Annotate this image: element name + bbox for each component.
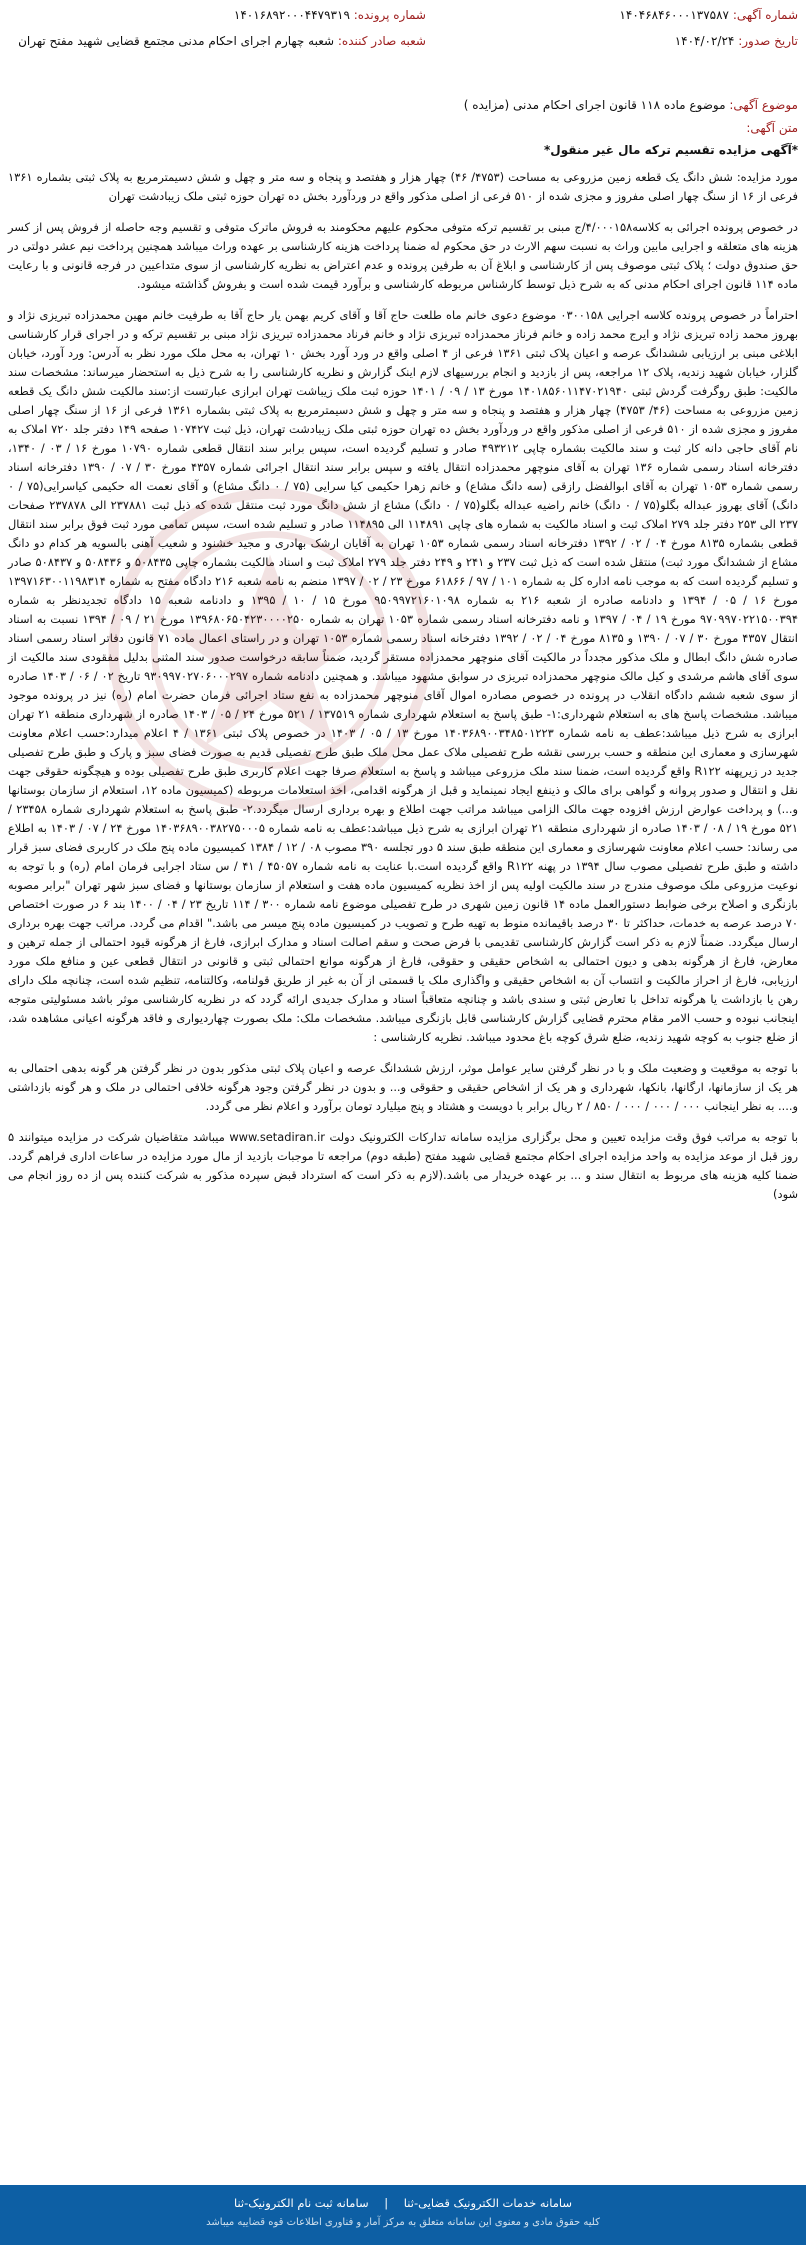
site-footer bbox=[0, 2185, 806, 2245]
issue-date-field: تاریخ صدور: ۱۴۰۴/۰۲/۲۴ bbox=[674, 34, 798, 48]
case-number-field: شماره پرونده: ۱۴۰۱۶۸۹۲۰۰۰۴۴۷۹۳۱۹ bbox=[233, 8, 426, 22]
notice-headline: *آگهی مزایده تقسیم ترکه مال غیر منقول* bbox=[544, 143, 798, 157]
footer-copyright: کلیه حقوق مادی و معنوی این سامانه متعلق به مرکز آمار و فناوری اطلاعات قوه قضاییه میباشد bbox=[206, 2217, 600, 2228]
issuer: شعبه چهارم اجرای احکام مدنی مجتمع قضایی شهید مفتح تهران bbox=[18, 34, 335, 48]
paragraph-valuation: با توجه به موقعیت و وضعیت ملک و با در نظر گرفتن سایر عوامل موثر، ارزش ششدانگ عرصه و اعیان پلاک ثبتی مذکور بدون در نظر گرفتن هر گونه بدهی احتمالی به هر یک از سازمانها، ارگانها، بانکها، شهرداری و هر یک از اشخاص حقیقی و حقوقی و... و بدون در نظر گرفتن وجود هرگونه خلافی احتمالی در ملک و هر گونه بازداشتی و.... به نظر اینجانب ۰۰۰ / ۰۰۰ / ۰۰۰ / ۸۵۰ / ۲ ریال برابر با دویست و هشتاد و پنج میلیارد تومان برآورد و اعلام نظر می گردد. bbox=[8, 1061, 798, 1113]
subject-field: موضوع آگهی: موضوع ماده ۱۱۸ قانون اجرای احکام مدنی (مزایده ) bbox=[463, 98, 798, 112]
paragraph-subject-property: مورد مزایده: شش دانگ یک قطعه زمین مزروعی به مساحت (۴۷۵۳/ ۴۶) چهار هزار و هفتصد و پنجاه و سه متر و چهل و شش دسیمترمربع به پلاک ثبتی بشماره ۱۳۶۱ فرعی از ۱۶ از سنگ چهار اصلی مفروز و مجزی شده از ۵۱۰ فرعی از اصلی مذکور واقع در وردآورد بخش ده تهران حوزه ثبتی ملک زیبادشت تهران bbox=[8, 170, 798, 203]
notice-body bbox=[0, 140, 806, 1204]
footer-link-sana-register[interactable]: سامانه ثبت نام الکترونیک-ثنا bbox=[233, 2196, 369, 2210]
notice-header bbox=[0, 0, 806, 118]
ad-number-field: شماره آگهی: ۱۴۰۴۶۸۴۶۰۰۰۱۳۷۵۸۷ bbox=[619, 8, 798, 22]
subject-value: موضوع ماده ۱۱۸ قانون اجرای احکام مدنی (مزایده ) bbox=[463, 98, 726, 112]
issue-date: ۱۴۰۴/۰۲/۲۴ bbox=[674, 34, 735, 48]
footer-separator: | bbox=[384, 2196, 389, 2210]
paragraph-case-intro: در خصوص پرونده اجرائی به کلاسه۴/۰۰۰۱۵۸/ج مبنی بر تقسیم ترکه متوفی محکوم علیهم محکومند به فروش ماترک متوفی و تقسیم وجه حاصله از فروش پس از کسر هزینه های متعلقه و اجرایی مابین وراث به نسبت سهم الارث در حق محکوم له ضمنا پرداخت هزینه کارشناسی بر عهده وراث میباشد همچنین پرداخت نیم عشر دولتی در حق صندوق دولت ؛ پلاک ثبتی موصوف پس از کارشناسی و ابلاغ آن به طرفین پرونده و عدم اعتراض به نظریه کارشناسی از سوی متداعیین در فرجه قانونی و با رعایت ماده ۱۱۴ قانون اجرای احکام مدنی که به شرح ذیل توسط کارشناس مربوطه کارشناسی و برآورد قیمت شده است و بفروش گذاشته میشود. bbox=[8, 220, 799, 291]
paragraph-expert-report: احتراماً در خصوص پرونده کلاسه اجرایی ۰۳۰۰۱۵۸ موضوع دعوی خانم ماه طلعت حاج آقا و آقای کریم بهمن یار حاج آقا به طرفیت خانم مهین محمدزاده تبریزی نژاد و بهروز محمد زاده تبریزی نژاد و ایرج محمد زاده و خانم فرناز محمدزاده تبریزی نژاد و خانم فرناد محمدزاده تبریزی نژاد مبنی بر تقسیم ترکه و در اجرای قرار کارشناسی ابلاغی مبنی بر ارزیابی ششدانگ عرصه و اعیان پلاک ثبتی ۱۳۶۱ فرعی از ۴ اصلی واقع در ورد آورد بخش ۱۰ تهران، به محل ملک مورد نظر به آدرس: ورد آورد، خیابان گلزار، خیابان شهید زندیه، پلاک ۱۲ مراجعه، پس از بازدید و انجام بررسیهای لازم اینک گزارش و نظریه کارشناسی را به شرح ذیل به استحضار میرساند: مشخصات سند مالکیت: طبق روگرفت گردش ثبتی ۱۴۰۱۸۵۶۰۱۱۴۷۰۲۱۹۴۰ مورخ ۱۳ / ۰۹ / ۱۴۰۱ حوزه ثبت ملک زیباشت تهران ابرازی عبارتست از:سند مالکیت شش دانگ یک قطعه زمین مزروعی به مساحت (۴۶/ ۴۷۵۳) چهار هزار و هفتصد و پنجاه و سه متر و چهل و شش دسیمترمربع به پلاک ثبتی بشماره ۱۳۶۱ فرعی از ۱۶ از سنگ چهار اصلی مفروز و مجزی شده از ۵۱۰ فرعی از اصلی مذکور واقع در وردآورد بخش ده تهران حوزه ثبتی ملک زیبادشت تهران، ذیل ثبت ۱۰۷۴۲۷ صفحه ۱۴۹ دفتر جلد ۷۲۰ املاک به نام آقای حاجی دانه کار ثبت و سند مالکیت بشماره چاپی ۴۹۳۲۱۲ صادر و تسلیم گردیده است، سپس برابر سند انتقال قطعی شماره ۱۰۷۹۰ مورخ ۱۶ / ۰۳ / ۱۳۴۰، دفترخانه اسناد رسمی شماره ۱۳۶ تهران به آقای منوچهر محمدزاده انتقال یافته و سپس برابر سند انتقال اجرائی شماره ۴۳۵۷ مورخ ۳۰ / ۰۷ / ۱۳۹۰ دفترخانه اسناد رسمی شماره ۱۰۵۳ تهران به آقای ابوالفضل رازقی (سه دانگ مشاع) و خانم زهرا حکیمی کیا سرایی (۷۵ / ۰ دانگ مشاع) و آقای نعمت اله حکیمی کیاسرایی(۷۵ / ۰ دانگ) آقای بهروز عبداله بگلو(۷۵ / ۰ دانگ) خانم راضیه عبداله بگلو(۷۵ / ۰ دانگ) مشاع از شش دانگ مورد ثبت منتقل شده که ذیل ثبت ۲۳۷۸۸۱ الی ۲۳۷۸۷۸ صفحات ۲۳۷ الی ۲۵۳ دفتر جلد ۲۷۹ املاک ثبت و اسناد مالکیت به شماره های چاپی ۱۱۴۸۹۱ الی ۱۱۴۸۹۵ صادر و تسلیم شده است، سپس تمامی مورد ثبت فوق برابر سند انتقال قطعی بشماره ۸۱۳۵ مورخ ۰۴ / ۰۲ / ۱۳۹۲ دفترخانه اسناد رسمی شماره ۱۰۵۳ تهران به آقایان ارشک بهادری و مجید خشنود و شعیب آهنی بالسویه هر کدام دو دانگ مشاع از ششدانگ مورد ثبت) منتقل شده است که ذیل ثبت ۲۳۷ و ۲۴۱ و ۲۴۹ دفتر جلد ۲۷۹ املاک ثبت و اسناد مالکیت بشماره چاپی ۵۰۸۴۳۵ و ۵۰۸۴۳۶ و ۵۰۸۴۳۷ صادر و تسلیم گردیده است که به موجب نامه اداره کل به شماره ۱۰۱ / ۹۷ / ۶۱۸۶۶ مورخ ۲۳ / ۰۲ / ۱۳۹۷ منضم به نامه شعبه ۲۱۶ دادگاه مفتح به شماره ۱۳۹۷۱۶۳۰۰۱۱۹۸۳۱۴ مورخ ۱۶ / ۰۵ / ۱۳۹۴ و دادنامه صادره از شعبه ۲۱۶ به شماره ۹۵۰۹۹۷۲۱۶۰۱۰۹۸ مورخ ۱۵ / ۱۰ / ۱۳۹۵ و دادنامه شعبه ۱۵ دادگاه تجدیدنظر به شماره ۹۷۰۹۹۷۰۲۲۱۵۰۰۳۹۴ مورخ ۱۹ / ۰۴ / ۱۳۹۷ و نامه دفترخانه اسناد رسمی شماره ۱۰۵۳ تهران به شماره ۱۳۹۶۸۰۶۵۰۴۲۳۰۰۰۰۲۵۰ مورخ ۲۱ / ۰۹ / ۱۳۹۴ نسبت به اسناد انتقال ۴۳۵۷ مورخ ۳۰ / ۰۷ / ۱۳۹۰ و ۸۱۳۵ مورخ ۰۴ / ۰۲ / ۱۳۹۲ دفترخانه اسناد رسمی شماره ۱۰۵۳ تهران و در راستای اعمال ماده ۷۱ قانون دفاتر اسناد رسمی اسناد صادره شش دانگ ابطال و ملک مذکور مجدداً در مالکیت آقای منوچهر محمدزاده مستقر گردید، ضمناً سابقه درخواست صدور سند المثنی بدلیل مفقودی سند مالکیت از سوی آقای هاشم مرشدی و کیل مالک منوچهر محمدزاده تبریزی در سوابق مشهود میباشد. و همچنین دادنامه شماره ۹۳۰۹۹۷۰۲۷۰۶۰۰۰۲۹۷ تاریخ ۰۲ / ۰۶ / ۱۴۰۳ صادره از سوی شعبه ششم دادگاه انقلاب در پرونده در خصوص مصادره اموال آقای منوچهر محمدزاده به نفع ستاد اجرائی فرمان حضرت امام (ره) نیز در پرونده موجود میباشد. مشخصات پاسخ های به استعلام شهرداری:۱- طبق پاسخ به استعلام شهرداری شماره ۱۳۷۵۱۹ / ۵۲۱ مورخ ۲۴ / ۰۵ / ۱۴۰۳ صادره از شهرداری منطقه ۲۱ تهران ابرازی به شرح ذیل میباشد:عطف به نامه شماره ۱۴۰۳۶۸۹۰۰۳۴۸۵۰۱۲۲۳ مورخ ۱۳ / ۰۵ / ۱۴۰۳ در خصوص پلاک ثبتی ۱۳۶۱ / ۴ اعلام میدارد:حسب اعلام معاونت شهرسازی و معماری این منطقه و حسب بررسی نقشه طرح تفصیلی ملاک عمل محل ملک طبق طرح تفصیلی قدیم به صورت فضای سبز و پارک و طبق طرح تفصیلی جدید در زیرپهنه R۱۲۲ واقع گردیده است، ضمنا سند ملک مزروعی میباشد و پاسخ به استعلام صرفا جهت اعلام کاربری طبق طرح تفصیلی بوده و هیچگونه حقوقی جهت نقل و انتقال و صدور پروانه و گواهی برای مالک و ذینفع ایجاد نمینماید و قبل از هرگونه اقدامی، اخذ استعلامات مربوطه (کمیسیون ماده ۱۲، استعلام از سازمان بوستانها و...) و پرداخت عوارض ارزش افزوده جهت مالک الزامی میباشد مراتب جهت اطلاع و بهره برداری ارسال میگردد.۲- طبق پاسخ به استعلام شهرداری شماره ۲۳۴۵۸ / ۵۲۱ مورخ ۱۹ / ۰۸ / ۱۴۰۳ صادره از شهرداری منطقه ۲۱ تهران ابرازی به شرح ذیل میباشد:عطف به نامه شماره ۱۴۰۳۶۸۹۰۰۳۸۲۷۵۰۰۰۵ مورخ ۲۴ / ۰۷ / ۱۴۰۳ به اطلاع می رساند: حسب اعلام معاونت شهرسازی و معماری این منطقه طبق سند ۵ دور تجلسه ۳۹۰ مصوب ۰۸ / ۱۲ / ۱۳۸۴ کمیسیون ماده پنج ملک در کاربری فضای سبز قرار داشته و طبق طرح تفصیلی مصوب سال ۱۳۹۴ در پهنه R۱۲۲ واقع گردیده است.با عنایت به نامه شماره ۴۵۰۵۷ / ۴۱ / س ستاد اجرایی فرمان امام (ره) و با توجه به نوعیت مزروعی ملک موصوف مندرج در سند مالکیت اولیه پس از اخذ نظریه کمیسیون ماده هفت و استعلام از سازمان بوستانها و فضای سبز شهر تهران "برابر مصوبه بازنگری و اصلاح برخی ضوابط دستورالعمل ماده ۱۴ قانون زمین شهری در طرح تفصیلی موضوع نامه شماره ۳۰۰ / ۱۱۴ تاریخ ۲۳ / ۰۴ / ۱۴۰۰ بند ۶ در صورت اختصاص ۷۰ درصد عرصه به خدمات، حداکثر تا ۳۰ درصد باقیمانده منوط به تهیه طرح و تصویب در کمیسیون ماده پنج میسر می باشد." اقدام می گردد. مراتب جهت بهره برداری ارسال میگردد. ضمناً لازم به ذکر است گزارش کارشناسی تقدیمی با فرض صحت و سقم اصالت اسناد و مدارک ابرازی، فارغ از هرگونه قیود احتمالی از جمله ترهین و معارض، فارغ از هرگونه بدهی و دیون احتمالی به اشخاص حقیقی و حقوقی، فارغ از هرگونه موانع احتمالی ثبتی و قانونی در انتقال قطعی عین و منافع ملک مورد ارزیابی، فارغ از احراز مالکیت و انتساب آن به اشخاص حقیقی و واگذاری ملک یا قسمتی از آن به غیر از طریق قولنامه، وکالتنامه، تنظیم شده است، چنانچه ملک دارای رهن یا بازداشت یا هرگونه تداخل با تعارض ثبتی و سندی باشد و چنانچه متعاقباً اسناد و مدارک جدیدی ارائه گردد که در نظریه کارشناسی موثر باشد مسئولیتی متوجه اینجانب نبوده و حسب الامر مقام محترم قضایی گزارش کارشناسی قابل بازنگری میباشد. مشخصات ملک: ملک بصورت چهاردیواری و فاقد هرگونه اعیانی مشاهده شد، از ضلع جنوب به کوچه شهید زندیه، ضلع شرق کوچه باغ محدود میباشد. نظریه کارشناسی : bbox=[8, 308, 799, 1044]
ad-number: ۱۴۰۴۶۸۴۶۰۰۰۱۳۷۵۸۷ bbox=[619, 8, 729, 22]
footer-link-sana-services[interactable]: سامانه خدمات الکترونیک قضایی-ثنا bbox=[403, 2196, 573, 2210]
case-number: ۱۴۰۱۶۸۹۲۰۰۰۴۴۷۹۳۱۹ bbox=[233, 8, 350, 22]
issuer-field: شعبه صادر کننده: شعبه چهارم اجرای احکام مدنی مجتمع قضایی شهید مفتح تهران bbox=[18, 34, 426, 48]
paragraph-auction-terms: با توجه به مراتب فوق وقت مزایده تعیین و محل برگزاری مزایده سامانه تدارکات الکترونیک دولت www.setadiran.ir میباشد متقاضیان شرکت در مزایده میتوانند ۵ روز قبل از موعد مزایده به واحد مزایده اجرای احکام مجتمع قضایی شهید مفتح (طبقه دوم) مراجعه تا موجبات بازدید از مال مورد مزایده در ساعات اداری فراهم گردد. ضمنا کلیه هزینه های مربوط به انتقال سند و ... بر عهده خریدار می باشد.(لازم به ذکر است که استرداد قبض سپرده مذکور به شرکت کننده پس از ده روز انجام می شود) bbox=[8, 1130, 798, 1201]
text-label: متن آگهی: bbox=[746, 121, 798, 135]
footer-links bbox=[0, 2185, 806, 2215]
